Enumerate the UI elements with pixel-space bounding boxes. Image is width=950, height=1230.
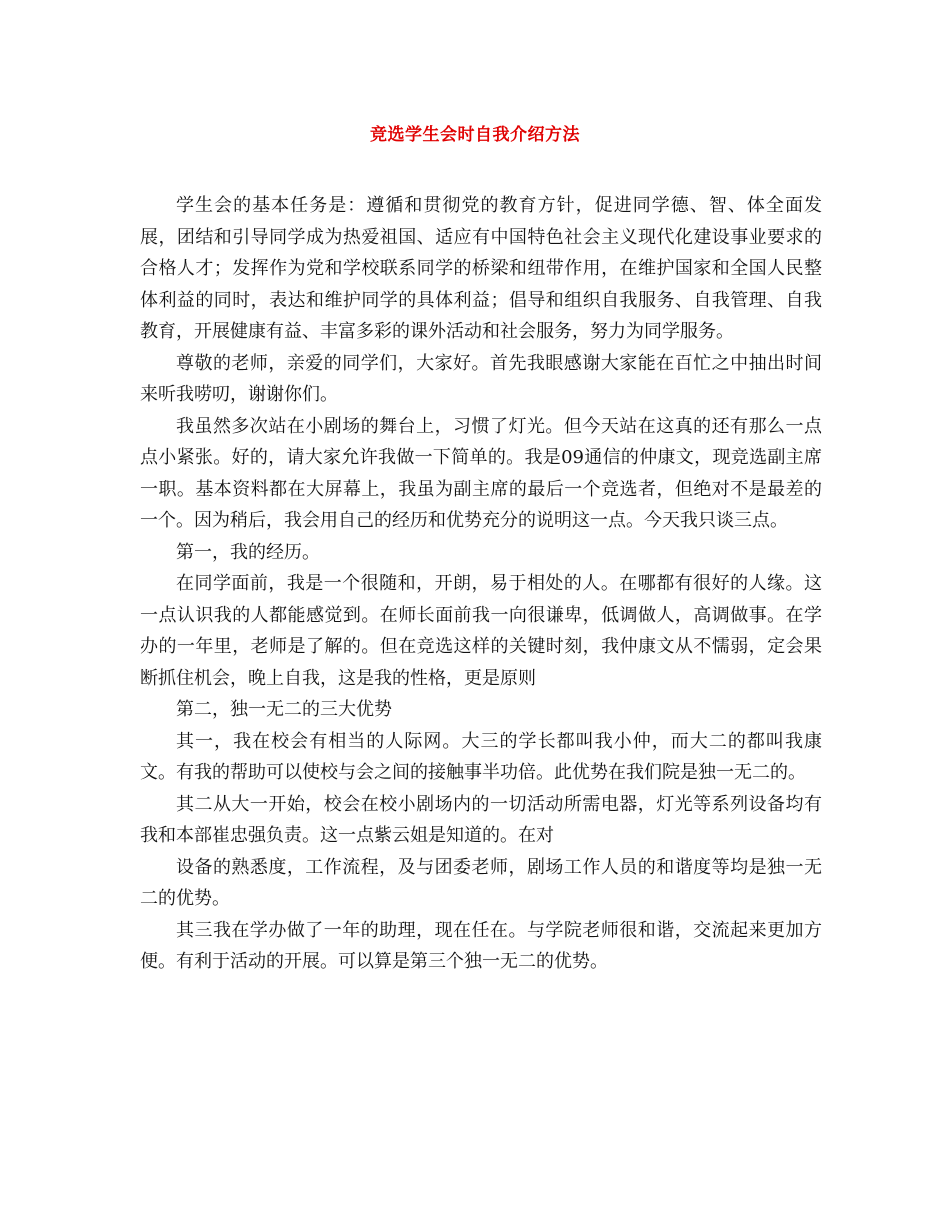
paragraph-self-intro: 我虽然多次站在小剧场的舞台上，习惯了灯光。但今天站在这真的还有那么一点点小紧张。好的，请大家允许我做一下简单的。我是09通信的仲康文，现竞选副主席一职。基本资料都在大屏幕上，我虽为副主席的最后一个竞选者，但绝对不是最差的一个。因为稍后，我会用自己的经历和优势充分的说明这一点。今天我只谈三点。 (140, 415, 822, 531)
paragraph-greeting: 尊敬的老师，亲爱的同学们，大家好。首先我眼感谢大家能在百忙之中抽出时间来听我唠叨，谢谢你们。 (140, 352, 822, 405)
paragraph-intro: 学生会的基本任务是：遵循和贯彻党的教育方针，促进同学德、智、体全面发展，团结和引导同学成为热爱祖国、适应有中国特色社会主义现代化建设事业要求的合格人才；发挥作为党和学校联系同学的桥梁和纽带作用，在维护国家和全国人民整体利益的同时，表达和维护同学的具体利益；倡导和组织自我服务、自我管理、自我教育，开展健康有益、丰富多彩的课外活动和社会服务，努力为同学服务。 (140, 195, 822, 342)
paragraph-advantage-two: 其二从大一开始，校会在校小剧场内的一切活动所需电器，灯光等系列设备均有我和本部崔忠强负责。这一点紫云姐是知道的。在对 (140, 793, 822, 846)
paragraph-heading-advantages: 第二，独一无二的三大优势 (176, 699, 392, 720)
paragraph-heading-experience: 第一，我的经历。 (176, 541, 320, 563)
paragraph-advantage-three: 其三我在学办做了一年的助理，现在任在。与学院老师很和谐，交流起来更加方便。有利于活动的开展。可以算是第三个独一无二的优势。 (140, 919, 822, 972)
page-title: 竞选学生会时自我介绍方法 (370, 125, 580, 145)
paragraph-experience: 在同学面前，我是一个很随和，开朗，易于相处的人。在哪都有很好的人缘。这一点认识我的人都能感觉到。在师长面前我一向很谦卑，低调做人，高调做事。在学办的一年里，老师是了解的。但在竞选这样的关键时刻，我仲康文从不懦弱，定会果断抓住机会，晚上自我，这是我的性格，更是原则 (140, 573, 822, 689)
document-body (140, 190, 822, 978)
paragraph-advantage-two-continued: 设备的熟悉度，工作流程，及与团委老师，剧场工作人员的和谐度等均是独一无二的优势。 (140, 856, 822, 909)
paragraph-advantage-one: 其一，我在校会有相当的人际网。大三的学长都叫我小仲，而大二的都叫我康文。有我的帮助可以使校与会之间的接触事半功倍。此优势在我们院是独一无二的。 (140, 730, 822, 783)
